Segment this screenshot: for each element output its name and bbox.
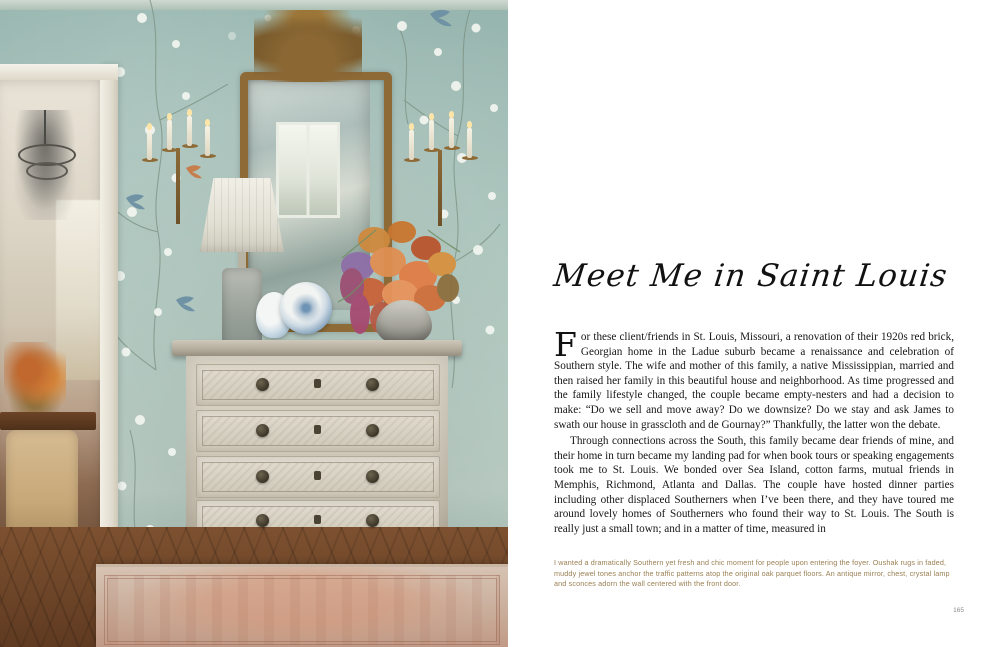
silver-urn: [376, 300, 432, 344]
page-number: 165: [953, 607, 964, 614]
door-header: [0, 64, 118, 80]
drawer-knob: [256, 424, 269, 437]
chandelier-icon: [10, 110, 80, 220]
chest-top: [172, 340, 462, 356]
mirror-crest: [254, 10, 362, 82]
photo-caption: I wanted a dramatically Southern yet fresh and chic moment for people upon entering the foyer. Oushak rugs in faded, muddy jewel tones anchor the traffic patterns atop the original oak parquet floors. An antique mirror, chest, crystal lamp and sconces adorn the wall centered with the front door.: [554, 558, 950, 588]
drawer-knob: [256, 514, 269, 527]
paragraph-2: Through connections across the South, this family became dear friends of mine, and their home in turn became my landing pad for when book tours or speaking engagements took me to St. Louis. We bonded over Sea Island, cotton farms, mutual friends in Memphis, Richmond, Atlanta and Dallas. The couple have hosted dinner parties including other displaced Southerners when I’ve been there, and they have toured me around lovely homes of Southerners who found their way to St. Louis. The South is really just a small town; and in a matter of time, measured in: [554, 435, 954, 535]
door-casing: [100, 64, 118, 564]
right-page-text: [508, 0, 1000, 647]
drawer-knob: [256, 470, 269, 483]
oushak-rug: [96, 564, 508, 647]
chest-case: [186, 356, 448, 542]
doorway: [0, 80, 108, 550]
dining-table: [0, 412, 96, 430]
paragraph-1-text: or these client/friends in St. Louis, Missouri, a renovation of their 1920s red brick, Georgian home in the Ladue suburb became a renaissance and celebration of Southern style. The wife and mother of this family, a native Mississippian, married and then raised her family in this beautiful house and neighborhood. As time progressed and the family lifestyle changed, the couple became empty-nesters and had a decision to make: “Do we sell and move away? Do we downsize? Do we stay and ask James to swath our house in grasscloth and de Gournay?” Thankfully, the latter won the debate.: [554, 331, 954, 431]
drawer-knob: [366, 378, 379, 391]
drawer-knob: [366, 514, 379, 527]
paragraph-1: [554, 325, 954, 432]
drawer-keyhole: [314, 471, 321, 480]
ceiling-line: [0, 0, 508, 10]
drawer-keyhole: [314, 425, 321, 434]
drawer-knob: [366, 424, 379, 437]
dining-flowers: [4, 342, 66, 412]
porcelain-plate: [280, 282, 332, 334]
drawer-knob: [256, 378, 269, 391]
drawer-keyhole: [314, 379, 321, 388]
drawer-knob: [366, 470, 379, 483]
lamp-shade: [200, 178, 284, 252]
drawer-keyhole: [314, 515, 321, 524]
drop-cap: F: [554, 325, 577, 364]
body-copy: [554, 325, 954, 536]
chapter-title: Meet Me in Saint Louis: [551, 258, 950, 294]
